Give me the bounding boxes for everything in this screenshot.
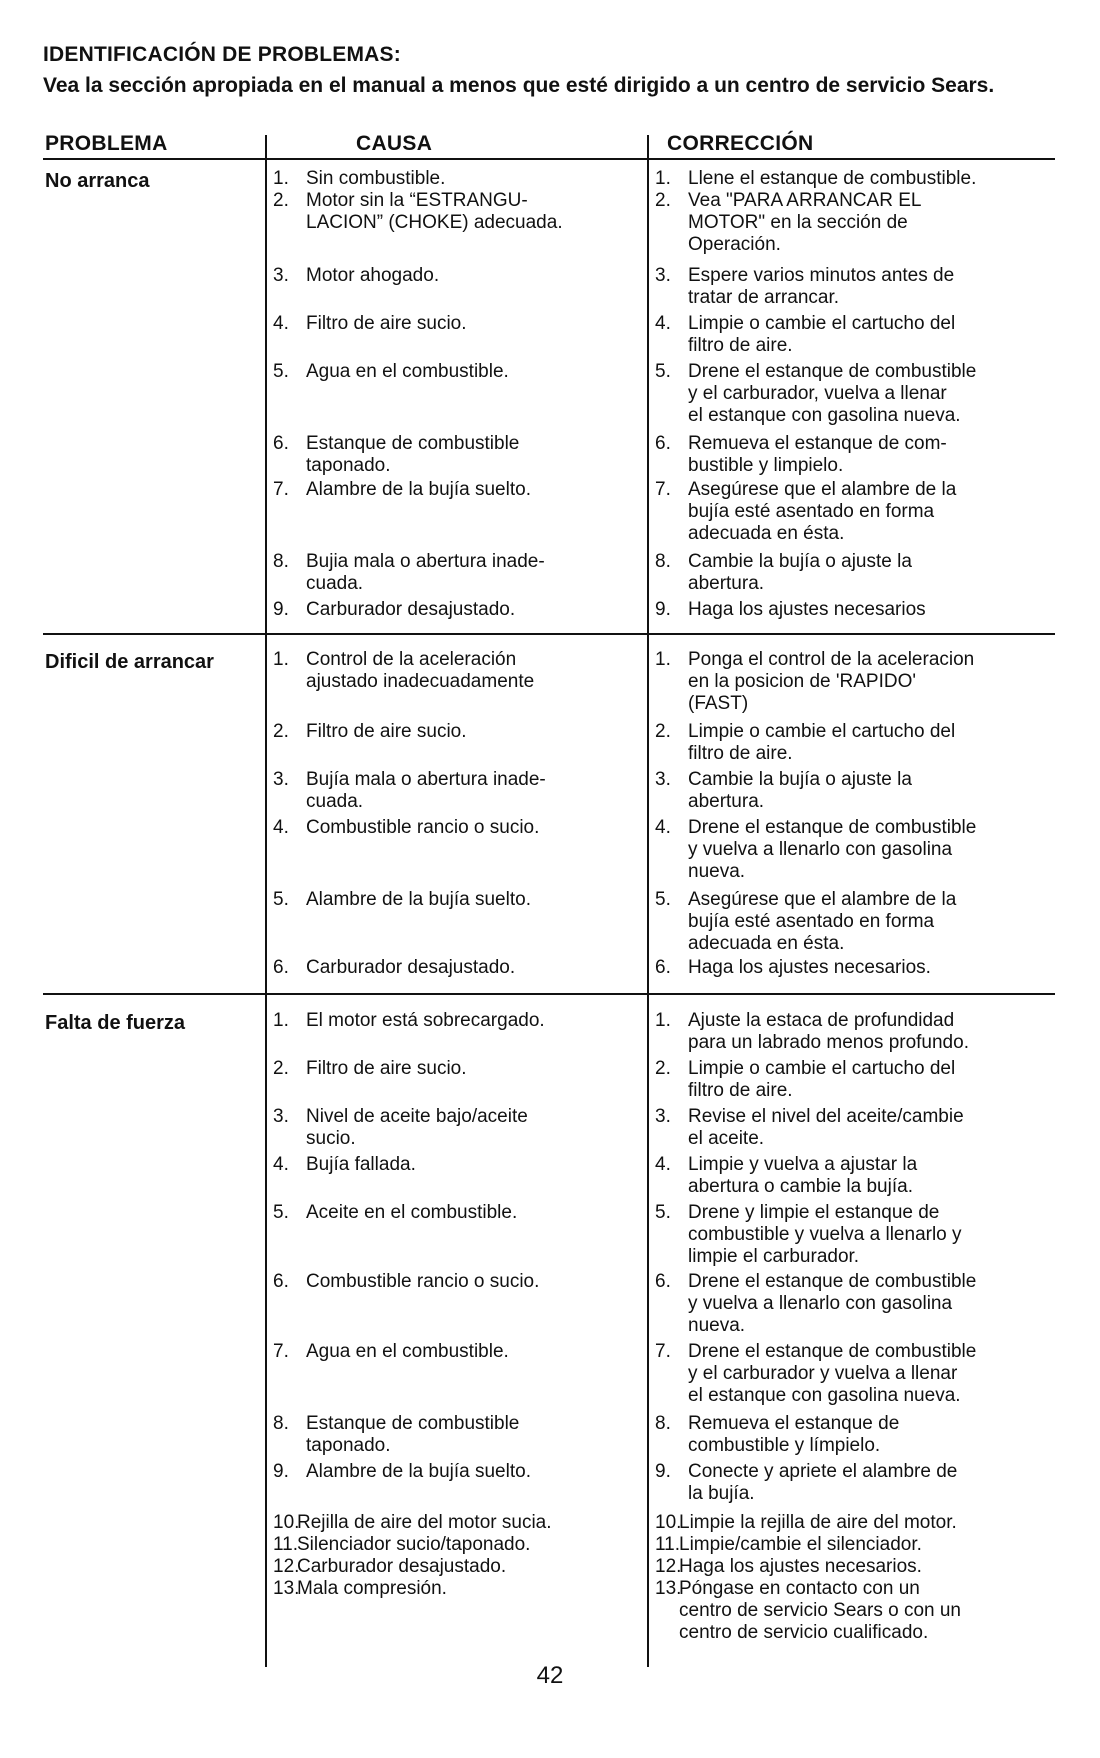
list-item: 13. Póngase en contacto con un centro de servicio Sears o con un centro de servicio cualificado. <box>655 1578 961 1643</box>
list-item: 6. Estanque de combustible taponado. <box>273 433 520 476</box>
list-item: 6. Remueva el estanque de com- bustible y limpielo. <box>655 433 947 476</box>
list-item: 8. Remueva el estanque de combustible y límpielo. <box>655 1413 900 1456</box>
page-number: 42 <box>536 1662 564 1689</box>
list-item: 3. Motor ahogado. <box>273 265 440 286</box>
section-divider <box>43 993 1055 995</box>
list-item: 2. Motor sin la “ESTRANGU- LACION” (CHOKE) adecuada. <box>273 190 563 233</box>
list-item: 2. Vea "PARA ARRANCAR EL MOTOR" en la sección de Operación. <box>655 190 922 255</box>
list-item: 5. Agua en el combustible. <box>273 361 509 382</box>
column-divider <box>647 135 649 1667</box>
list-item: 1. Control de la aceleración ajustado inadecuadamente <box>273 649 535 692</box>
list-item: 9. Carburador desajustado. <box>273 599 516 620</box>
column-header-correction: CORRECCIÓN <box>667 132 814 155</box>
list-item: 6. Haga los ajustes necesarios. <box>655 957 931 978</box>
list-item: 3. Bujía mala o abertura inade- cuada. <box>273 769 546 812</box>
list-item: 1. Ajuste la estaca de profundidad para un labrado menos profundo. <box>655 1010 969 1053</box>
header-rule <box>43 158 1055 160</box>
list-item: 10. Rejilla de aire del motor sucia. <box>273 1512 552 1533</box>
list-item: 7. Asegúrese que el alambre de la bujía esté asentado en forma adecuada en ésta. <box>655 479 957 544</box>
list-item: 12. Haga los ajustes necesarios. <box>655 1556 922 1577</box>
list-item: 9. Alambre de la bujía suelto. <box>273 1461 531 1482</box>
list-item: 5. Alambre de la bujía suelto. <box>273 889 531 910</box>
list-item: 9. Conecte y apriete el alambre de la bujía. <box>655 1461 958 1504</box>
list-item: 6. Drene el estanque de combustible y vuelva a llenarlo con gasolina nueva. <box>655 1271 977 1336</box>
list-item: 4. Filtro de aire sucio. <box>273 313 467 334</box>
list-item: 3. Espere varios minutos antes de tratar de arrancar. <box>655 265 955 308</box>
intro-text: Vea la sección apropiada en el manual a menos que esté dirigido a un centro de servicio Sears. <box>43 74 995 97</box>
list-item: 8. Bujia mala o abertura inade- cuada. <box>273 551 545 594</box>
problem-label: Dificil de arrancar <box>45 651 214 673</box>
list-item: 4. Limpie o cambie el cartucho del filtro de aire. <box>655 313 956 356</box>
list-item: 5. Drene el estanque de combustible y el carburador, vuelva a llenar el estanque con gasolina nueva. <box>655 361 977 426</box>
list-item: 6. Combustible rancio o sucio. <box>273 1271 540 1292</box>
list-item: 8. Cambie la bujía o ajuste la abertura. <box>655 551 912 594</box>
problem-label: Falta de fuerza <box>45 1012 186 1034</box>
list-item: 6. Carburador desajustado. <box>273 957 516 978</box>
list-item: 4. Limpie y vuelva a ajustar la abertura o cambie la bujía. <box>655 1154 918 1197</box>
list-item: 7. Agua en el combustible. <box>273 1341 509 1362</box>
list-item: 1. Ponga el control de la aceleracion en la posicion de 'RAPIDO' (FAST) <box>655 649 975 714</box>
list-item: 5. Drene y limpie el estanque de combustible y vuelva a llenarlo y limpie el carburador. <box>655 1202 962 1267</box>
list-item: 12. Carburador desajustado. <box>273 1556 507 1577</box>
list-item: 1. Llene el estanque de combustible. <box>655 168 977 189</box>
list-item: 4. Drene el estanque de combustible y vuelva a llenarlo con gasolina nueva. <box>655 817 977 882</box>
list-item: 2. Filtro de aire sucio. <box>273 721 467 742</box>
list-item: 5. Asegúrese que el alambre de la bujía esté asentado en forma adecuada en ésta. <box>655 889 957 954</box>
list-item: 5. Aceite en el combustible. <box>273 1202 518 1223</box>
list-item: 1. Sin combustible. <box>273 168 446 189</box>
problem-label: No arranca <box>45 170 150 192</box>
column-divider <box>265 135 267 1667</box>
list-item: 2. Limpie o cambie el cartucho del filtro de aire. <box>655 721 956 764</box>
list-item: 3. Nivel de aceite bajo/aceite sucio. <box>273 1106 528 1149</box>
list-item: 9. Haga los ajustes necesarios <box>655 599 926 620</box>
list-item: 3. Cambie la bujía o ajuste la abertura. <box>655 769 912 812</box>
column-header-cause: CAUSA <box>356 132 433 155</box>
column-header-problem: PROBLEMA <box>45 132 168 155</box>
list-item: 4. Combustible rancio o sucio. <box>273 817 540 838</box>
list-item: 13. Mala compresión. <box>273 1578 447 1599</box>
list-item: 2. Limpie o cambie el cartucho del filtro de aire. <box>655 1058 956 1101</box>
list-item: 8. Estanque de combustible taponado. <box>273 1413 520 1456</box>
list-item: 1. El motor está sobrecargado. <box>273 1010 545 1031</box>
list-item: 11. Limpie/cambie el silenciador. <box>655 1534 922 1555</box>
section-divider <box>43 633 1055 635</box>
page-title: IDENTIFICACIÓN DE PROBLEMAS: <box>43 43 401 66</box>
list-item: 3. Revise el nivel del aceite/cambie el aceite. <box>655 1106 964 1149</box>
list-item: 7. Drene el estanque de combustible y el carburador y vuelva a llenar el estanque con gasolina nueva. <box>655 1341 977 1406</box>
list-item: 2. Filtro de aire sucio. <box>273 1058 467 1079</box>
list-item: 11. Silenciador sucio/taponado. <box>273 1534 531 1555</box>
list-item: 10. Limpie la rejilla de aire del motor. <box>655 1512 957 1533</box>
list-item: 4. Bujía fallada. <box>273 1154 416 1175</box>
list-item: 7. Alambre de la bujía suelto. <box>273 479 531 500</box>
